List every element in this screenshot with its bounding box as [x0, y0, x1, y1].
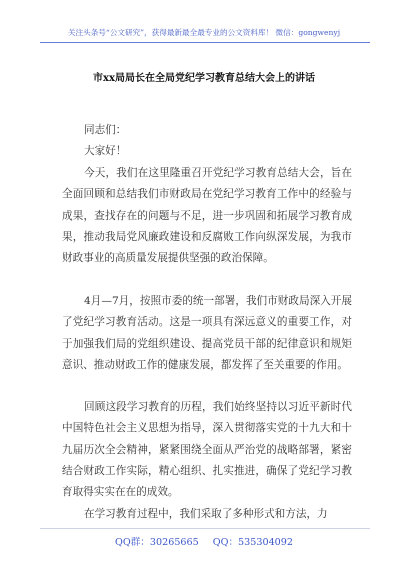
paragraph-4: 在学习教育过程中，我们采取了多种形式和方法，力	[84, 508, 328, 520]
document-title: 市xx局局长在全局党纪学习教育总结大会上的讲话	[93, 73, 315, 84]
footer-qq-group: QQ群：30265665	[114, 537, 199, 548]
paragraph-1: 今天，我们在这里隆重召开党纪学习教育总结大会，旨在全面回顾和总结我们市财政局在党纪学习教育工作中的经验与成果，查找存在的问题与不足，进一步巩固和拓展学习教育成果，推动我局党风廉政建设和反腐败工作向纵深发展，为我市财政事业的高质量发展提供坚强的政治保障。	[62, 167, 352, 265]
footer-contact	[0, 534, 408, 548]
header-divider	[40, 42, 370, 43]
footer-qq-number: QQ：535304092	[212, 537, 293, 548]
paragraph-2: 4月—7月，按照市委的统一部署，我们市财政局深入开展了党纪学习教育活动。这是一项具有深远意义的重要工作，对于加强我们局的党组织建设、提高党员干部的纪律意识和规矩意识、推动财政工作的健康发展，都发挥了至关重要的作用。	[62, 295, 352, 371]
greeting: 大家好！	[84, 145, 127, 157]
header-banner: 关注头条号“公文研究”，获得最新最全最专业的公文资料库！ 微信：gongwenyj	[67, 28, 341, 37]
footer-divider	[40, 528, 370, 529]
salutation: 同志们：	[84, 124, 127, 136]
paragraph-3: 回顾这段学习教育的历程，我们始终坚持以习近平新时代中国特色社会主义思想为指导，深入贯彻落实党的十九大和十九届历次全会精神，紧紧围绕全面从严治党的战略部署，紧密结合财政工作实际，精心组织、扎实推进，确保了党纪学习教育取得实实在在的成效。	[62, 401, 352, 499]
